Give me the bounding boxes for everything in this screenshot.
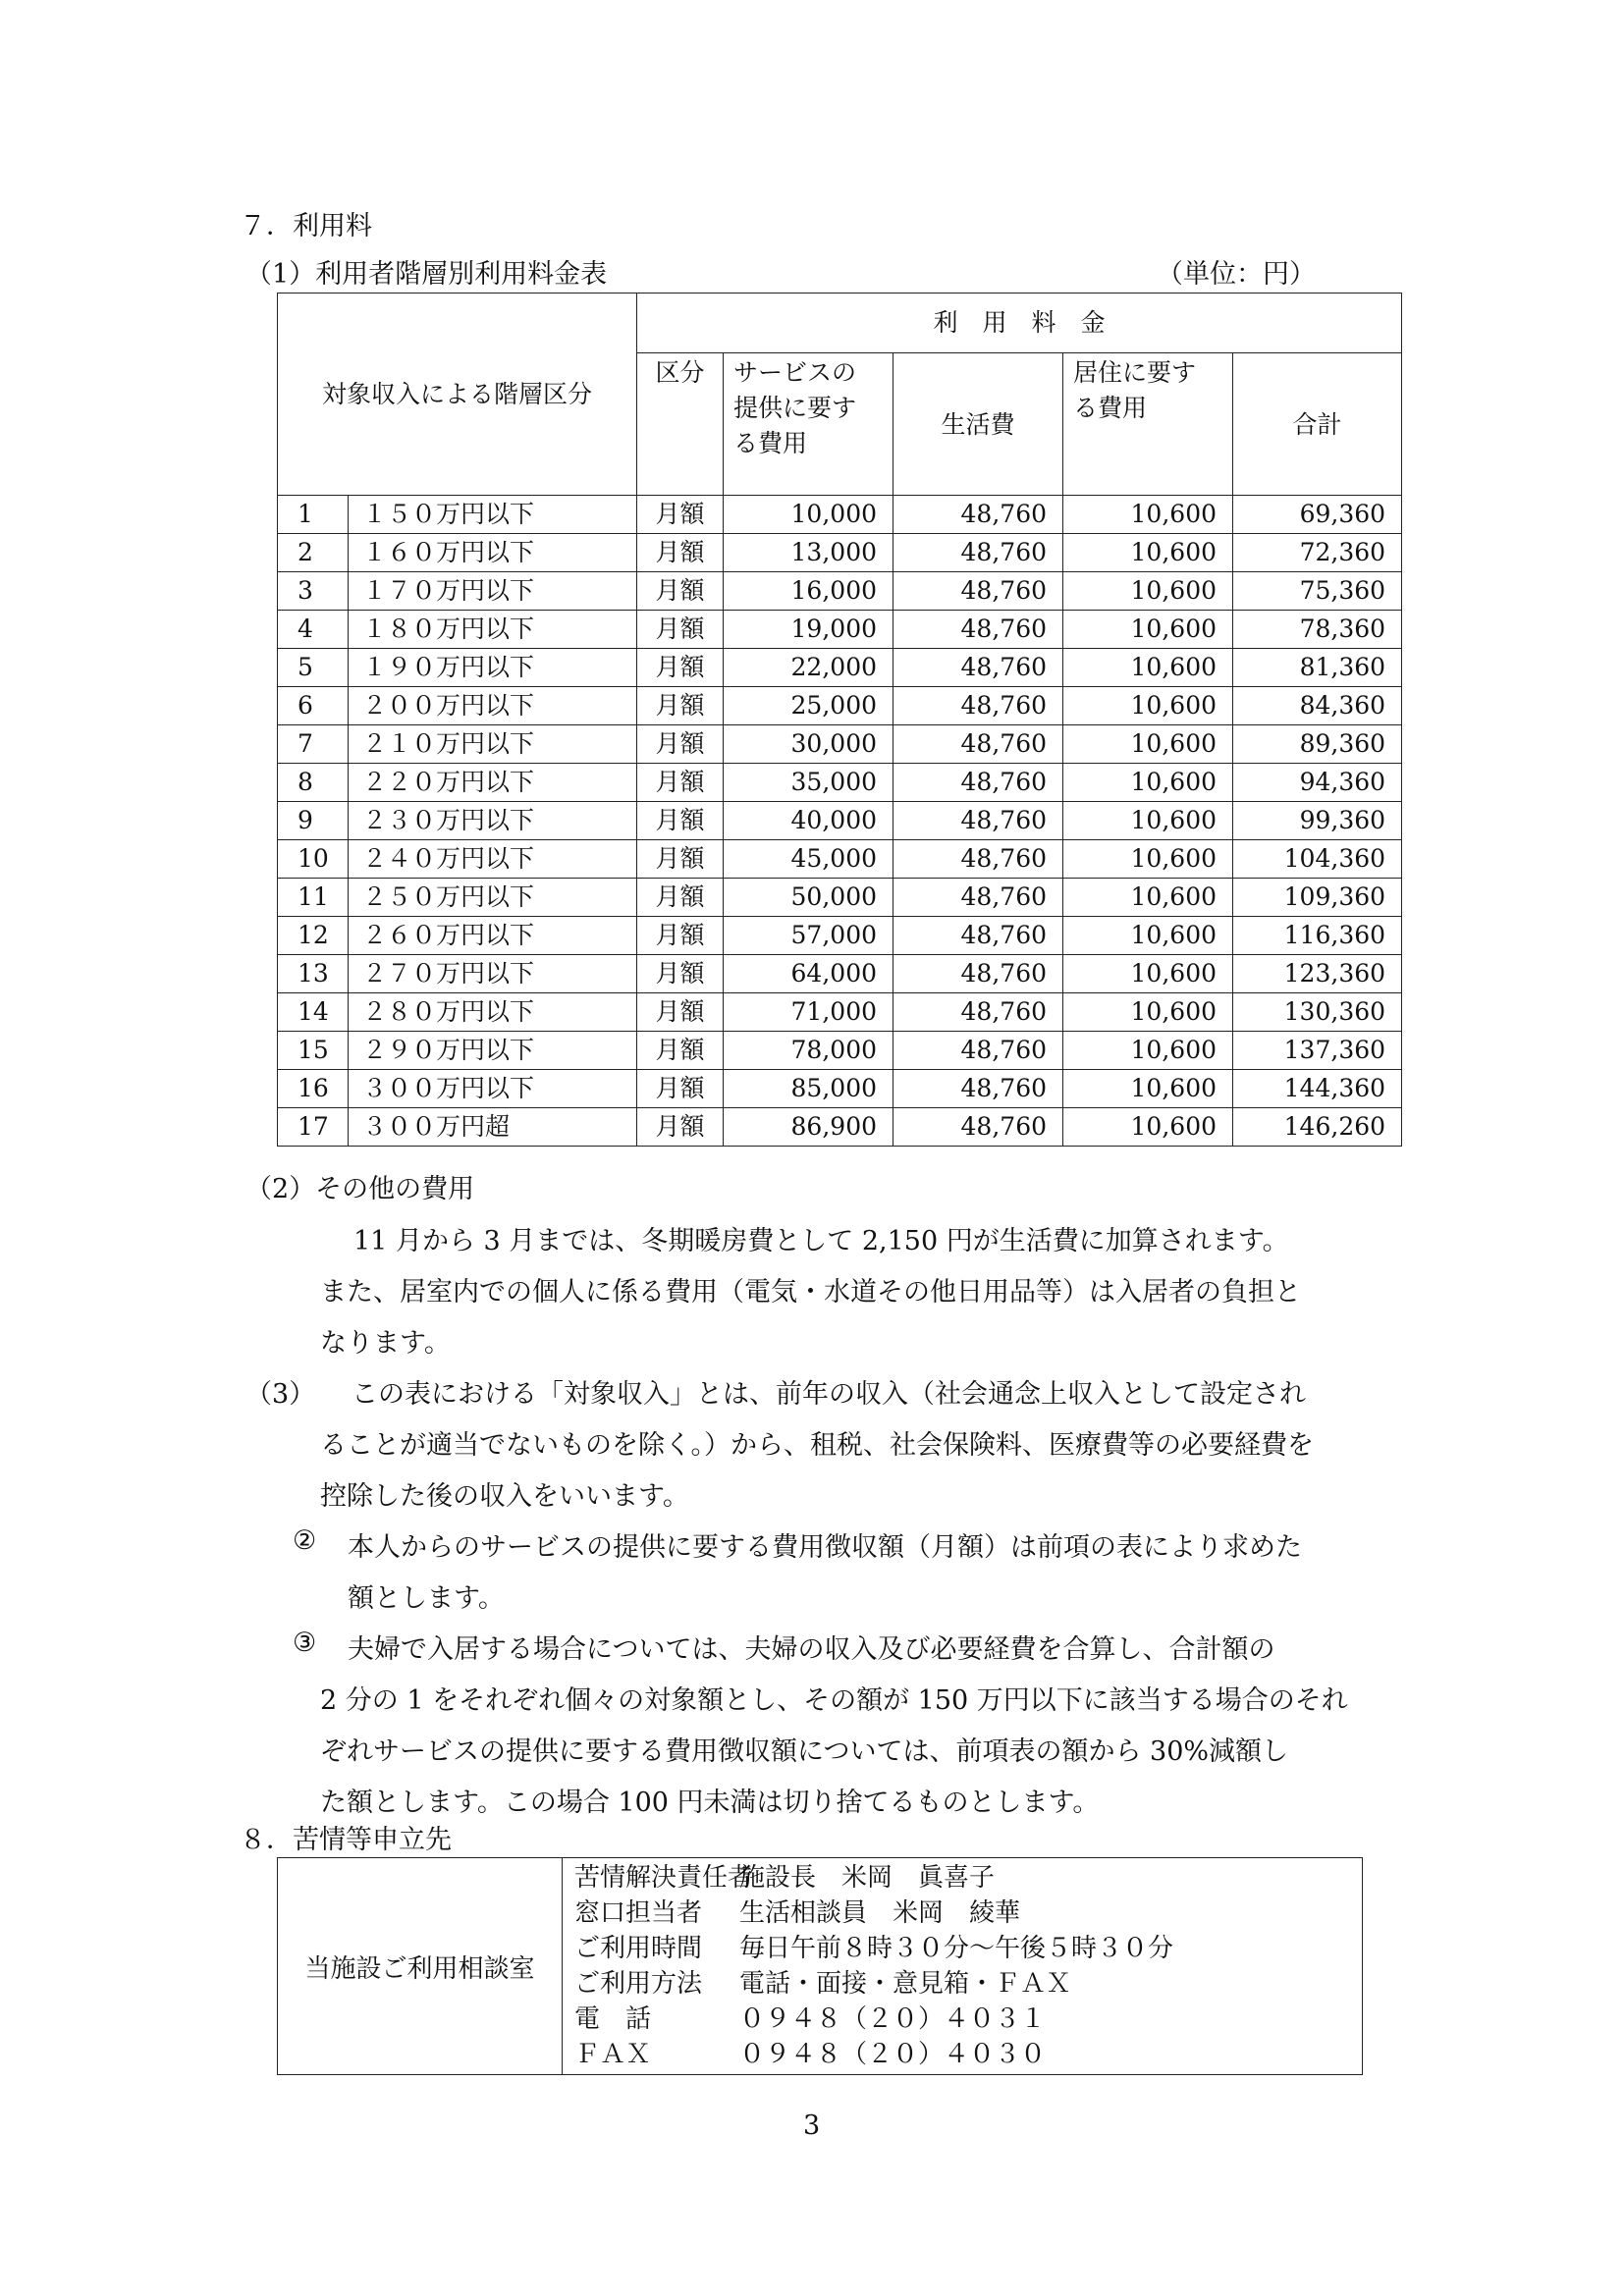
contact-row xyxy=(574,1860,1350,1896)
fee-row xyxy=(278,1070,1402,1108)
fee-row-tier: １７０万円以下 xyxy=(349,572,637,611)
fee-row-kubun: 月額 xyxy=(637,572,724,611)
fee-row-kubun: 月額 xyxy=(637,955,724,993)
fee-row-total: 104,360 xyxy=(1233,840,1402,879)
fee-row-tier: ３００万円以下 xyxy=(349,1070,637,1108)
fee-row-tier: ２５０万円以下 xyxy=(349,879,637,917)
contact-key: 電 話 xyxy=(574,2004,652,2034)
fee-row-service-cost: 25,000 xyxy=(724,687,893,725)
fee-row-kubun: 月額 xyxy=(637,1108,724,1147)
fee-row-total: 146,260 xyxy=(1233,1108,1402,1147)
tier-header: 対象収入による階層区分 xyxy=(278,294,637,496)
item-3-line-4: た額とします。この場合 100 円未満は切り捨てるものとします。 xyxy=(320,1788,1100,1818)
fee-row-total: 130,360 xyxy=(1233,993,1402,1032)
fee-row-number: 12 xyxy=(278,917,349,955)
fee-row-housing-cost: 10,600 xyxy=(1063,611,1233,649)
fee-row-total: 81,360 xyxy=(1233,649,1402,687)
item-2-line-2: 額とします。 xyxy=(348,1583,505,1614)
fee-row-service-cost: 50,000 xyxy=(724,879,893,917)
fee-row-tier: ３００万円超 xyxy=(349,1108,637,1147)
fee-row-service-cost: 22,000 xyxy=(724,649,893,687)
fee-row-kubun: 月額 xyxy=(637,725,724,764)
fee-row-service-cost: 40,000 xyxy=(724,802,893,840)
fee-row-living-cost: 48,760 xyxy=(893,534,1063,572)
fee-row xyxy=(278,993,1402,1032)
fee-row-service-cost: 64,000 xyxy=(724,955,893,993)
kubun-header: 区分 xyxy=(637,353,724,496)
fee-row xyxy=(278,687,1402,725)
contact-value: ０９４８（２０）４０３０ xyxy=(739,2040,1047,2069)
fee-row xyxy=(278,802,1402,840)
fee-table xyxy=(277,293,1402,1147)
fee-row-living-cost: 48,760 xyxy=(893,611,1063,649)
fee-row-living-cost: 48,760 xyxy=(893,1108,1063,1147)
fee-row-number: 15 xyxy=(278,1032,349,1070)
fee-row xyxy=(278,1108,1402,1147)
fee-row-total: 144,360 xyxy=(1233,1070,1402,1108)
contact-key: ご利用方法 xyxy=(574,1969,703,1999)
fee-row-kubun: 月額 xyxy=(637,917,724,955)
fee-row-kubun: 月額 xyxy=(637,802,724,840)
fee-row-service-cost: 71,000 xyxy=(724,993,893,1032)
fee-row-number: 17 xyxy=(278,1108,349,1147)
item-2-mark: ② xyxy=(293,1525,317,1556)
income-def-line-1: この表における「対象収入」とは、前年の収入（社会通念上収入として設定され xyxy=(352,1379,1306,1410)
contact-key: ご利用時間 xyxy=(574,1934,703,1963)
fee-row-number: 14 xyxy=(278,993,349,1032)
fee-row-number: 3 xyxy=(278,572,349,611)
fee-row-living-cost: 48,760 xyxy=(893,802,1063,840)
section-7-heading: ７．利用料 xyxy=(240,211,372,241)
fee-row-service-cost: 10,000 xyxy=(724,496,893,534)
fee-row-kubun: 月額 xyxy=(637,534,724,572)
fee-row-living-cost: 48,760 xyxy=(893,725,1063,764)
other-costs-heading: （2）その他の費用 xyxy=(245,1174,475,1204)
fee-row-number: 1 xyxy=(278,496,349,534)
fee-row-living-cost: 48,760 xyxy=(893,764,1063,802)
fee-row xyxy=(278,572,1402,611)
fee-row-housing-cost: 10,600 xyxy=(1063,993,1233,1032)
fee-row-living-cost: 48,760 xyxy=(893,955,1063,993)
fee-row-tier: ２１０万円以下 xyxy=(349,725,637,764)
fee-row-total: 123,360 xyxy=(1233,955,1402,993)
fee-row-number: 9 xyxy=(278,802,349,840)
income-def-line-2: ることが適当でないものを除く。）から、租税、社会保険料、医療費等の必要経費を xyxy=(320,1430,1314,1461)
fee-row-service-cost: 57,000 xyxy=(724,917,893,955)
fee-row-housing-cost: 10,600 xyxy=(1063,1108,1233,1147)
fee-row-housing-cost: 10,600 xyxy=(1063,802,1233,840)
page-number: 3 xyxy=(803,2110,821,2141)
contact-details xyxy=(563,1858,1363,2075)
fee-row-living-cost: 48,760 xyxy=(893,840,1063,879)
item-3-mark: ③ xyxy=(293,1628,317,1658)
fee-row-tier: １８０万円以下 xyxy=(349,611,637,649)
fee-row-housing-cost: 10,600 xyxy=(1063,955,1233,993)
fee-row-housing-cost: 10,600 xyxy=(1063,1070,1233,1108)
fee-row-living-cost: 48,760 xyxy=(893,1070,1063,1108)
fee-row-total: 99,360 xyxy=(1233,802,1402,840)
fee-row-tier: ２７０万円以下 xyxy=(349,955,637,993)
fee-row-housing-cost: 10,600 xyxy=(1063,687,1233,725)
fee-row-number: 16 xyxy=(278,1070,349,1108)
fee-header: 利 用 料 金 xyxy=(637,294,1402,353)
fee-row-tier: ２８０万円以下 xyxy=(349,993,637,1032)
contact-row xyxy=(574,1966,1350,2002)
income-def-line-3: 控除した後の収入をいいます。 xyxy=(320,1481,689,1512)
fee-row-kubun: 月額 xyxy=(637,1070,724,1108)
item-3-line-2: 2 分の 1 をそれぞれ個々の対象額とし、その額が 150 万円以下に該当する場合のそれ xyxy=(320,1685,1348,1716)
fee-row-total: 116,360 xyxy=(1233,917,1402,955)
fee-row-service-cost: 86,900 xyxy=(724,1108,893,1147)
fee-row-kubun: 月額 xyxy=(637,993,724,1032)
fee-row xyxy=(278,879,1402,917)
fee-row-housing-cost: 10,600 xyxy=(1063,572,1233,611)
fee-row-service-cost: 78,000 xyxy=(724,1032,893,1070)
complaint-contact-table xyxy=(277,1857,1363,2075)
fee-row-total: 84,360 xyxy=(1233,687,1402,725)
fee-row-number: 6 xyxy=(278,687,349,725)
contact-value: 生活相談員 米岡 綾華 xyxy=(739,1898,1021,1928)
fee-row xyxy=(278,496,1402,534)
fee-row xyxy=(278,917,1402,955)
fee-row-living-cost: 48,760 xyxy=(893,687,1063,725)
fee-row-tier: ２９０万円以下 xyxy=(349,1032,637,1070)
service-cost-header: サービスの 提供に要す る費用 xyxy=(724,353,893,496)
housing-cost-header: 居住に要す る費用 xyxy=(1063,353,1233,496)
fee-row-kubun: 月額 xyxy=(637,649,724,687)
office-label: 当施設ご利用相談室 xyxy=(278,1858,563,2075)
fee-row-kubun: 月額 xyxy=(637,840,724,879)
contact-row xyxy=(574,2002,1350,2037)
fee-row-living-cost: 48,760 xyxy=(893,917,1063,955)
fee-row-tier: １５０万円以下 xyxy=(349,496,637,534)
fee-row-kubun: 月額 xyxy=(637,687,724,725)
fee-row-housing-cost: 10,600 xyxy=(1063,764,1233,802)
fee-row xyxy=(278,1032,1402,1070)
fee-row-total: 69,360 xyxy=(1233,496,1402,534)
fee-row xyxy=(278,611,1402,649)
fee-row-housing-cost: 10,600 xyxy=(1063,879,1233,917)
contact-value: 毎日午前８時３０分～午後５時３０分 xyxy=(739,1934,1174,1963)
fee-row-total: 109,360 xyxy=(1233,879,1402,917)
fee-row-service-cost: 13,000 xyxy=(724,534,893,572)
fee-row-number: 10 xyxy=(278,840,349,879)
fee-row-number: 5 xyxy=(278,649,349,687)
fee-row-kubun: 月額 xyxy=(637,879,724,917)
item-3-line-1: 夫婦で入居する場合については、夫婦の収入及び必要経費を合算し、合計額の xyxy=(348,1634,1275,1665)
unit-label: （単位：円） xyxy=(1157,259,1316,290)
fee-row-number: 8 xyxy=(278,764,349,802)
fee-row-tier: １６０万円以下 xyxy=(349,534,637,572)
fee-row-kubun: 月額 xyxy=(637,1032,724,1070)
fee-row-number: 4 xyxy=(278,611,349,649)
fee-row-number: 2 xyxy=(278,534,349,572)
fee-row-living-cost: 48,760 xyxy=(893,496,1063,534)
fee-row-housing-cost: 10,600 xyxy=(1063,725,1233,764)
fee-table-header-row-1 xyxy=(278,294,1402,353)
fee-row-total: 137,360 xyxy=(1233,1032,1402,1070)
total-header: 合計 xyxy=(1233,353,1402,496)
contact-key: ＦＡＸ xyxy=(574,2040,652,2069)
section-8-heading: ８．苦情等申立先 xyxy=(240,1825,452,1855)
contact-row xyxy=(574,1931,1350,1966)
income-def-label: （3） xyxy=(245,1379,316,1410)
fee-row-tier: ２２０万円以下 xyxy=(349,764,637,802)
contact-row xyxy=(574,1896,1350,1931)
fee-row-service-cost: 30,000 xyxy=(724,725,893,764)
item-3-line-3: ぞれサービスの提供に要する費用徴収額については、前項表の額から 30%減額し xyxy=(320,1736,1289,1767)
contact-row xyxy=(574,2037,1350,2072)
fee-row-housing-cost: 10,600 xyxy=(1063,917,1233,955)
fee-row-housing-cost: 10,600 xyxy=(1063,649,1233,687)
fee-row-housing-cost: 10,600 xyxy=(1063,496,1233,534)
item-2-line-1: 本人からのサービスの提供に要する費用徴収額（月額）は前項の表により求めた xyxy=(348,1532,1302,1563)
fee-row-total: 89,360 xyxy=(1233,725,1402,764)
fee-row-service-cost: 16,000 xyxy=(724,572,893,611)
fee-row-kubun: 月額 xyxy=(637,611,724,649)
fee-row-number: 7 xyxy=(278,725,349,764)
fee-row xyxy=(278,764,1402,802)
fee-row-service-cost: 85,000 xyxy=(724,1070,893,1108)
fee-row-living-cost: 48,760 xyxy=(893,879,1063,917)
living-cost-header: 生活費 xyxy=(893,353,1063,496)
fee-row-kubun: 月額 xyxy=(637,496,724,534)
fee-row-housing-cost: 10,600 xyxy=(1063,534,1233,572)
contact-key: 苦情解決責任者 xyxy=(574,1863,754,1893)
fee-row-living-cost: 48,760 xyxy=(893,649,1063,687)
fee-row xyxy=(278,534,1402,572)
fee-row-kubun: 月額 xyxy=(637,764,724,802)
fee-row-total: 72,360 xyxy=(1233,534,1402,572)
fee-row-total: 94,360 xyxy=(1233,764,1402,802)
fee-row xyxy=(278,955,1402,993)
fee-row-living-cost: 48,760 xyxy=(893,1032,1063,1070)
fee-row-living-cost: 48,760 xyxy=(893,993,1063,1032)
fee-row-total: 78,360 xyxy=(1233,611,1402,649)
fee-row-service-cost: 35,000 xyxy=(724,764,893,802)
contact-value: ０９４８（２０）４０３１ xyxy=(739,2004,1047,2034)
fee-row xyxy=(278,725,1402,764)
fee-row xyxy=(278,649,1402,687)
fee-row-tier: １９０万円以下 xyxy=(349,649,637,687)
fee-row-housing-cost: 10,600 xyxy=(1063,840,1233,879)
fee-row-tier: ２００万円以下 xyxy=(349,687,637,725)
fee-row-number: 13 xyxy=(278,955,349,993)
contact-key: 窓口担当者 xyxy=(574,1898,703,1928)
contact-value: 電話・面接・意見箱・ＦＡＸ xyxy=(739,1969,1072,1999)
fee-row-number: 11 xyxy=(278,879,349,917)
fee-row-living-cost: 48,760 xyxy=(893,572,1063,611)
fee-row-tier: ２６０万円以下 xyxy=(349,917,637,955)
fee-row xyxy=(278,840,1402,879)
fee-row-tier: ２３０万円以下 xyxy=(349,802,637,840)
fee-row-service-cost: 45,000 xyxy=(724,840,893,879)
fee-table-caption: （1）利用者階層別利用料金表 xyxy=(245,259,608,290)
contact-value: 施設長 米岡 眞喜子 xyxy=(739,1863,996,1893)
other-costs-line-3: なります。 xyxy=(320,1328,451,1359)
fee-row-housing-cost: 10,600 xyxy=(1063,1032,1233,1070)
fee-row-total: 75,360 xyxy=(1233,572,1402,611)
other-costs-line-1: 11 月から 3 月までは、冬期暖房費として 2,150 円が生活費に加算されます。 xyxy=(353,1226,1289,1256)
fee-row-service-cost: 19,000 xyxy=(724,611,893,649)
other-costs-line-2: また、居室内での個人に係る費用（電気・水道その他日用品等）は入居者の負担と xyxy=(320,1277,1301,1308)
fee-row-tier: ２４０万円以下 xyxy=(349,840,637,879)
